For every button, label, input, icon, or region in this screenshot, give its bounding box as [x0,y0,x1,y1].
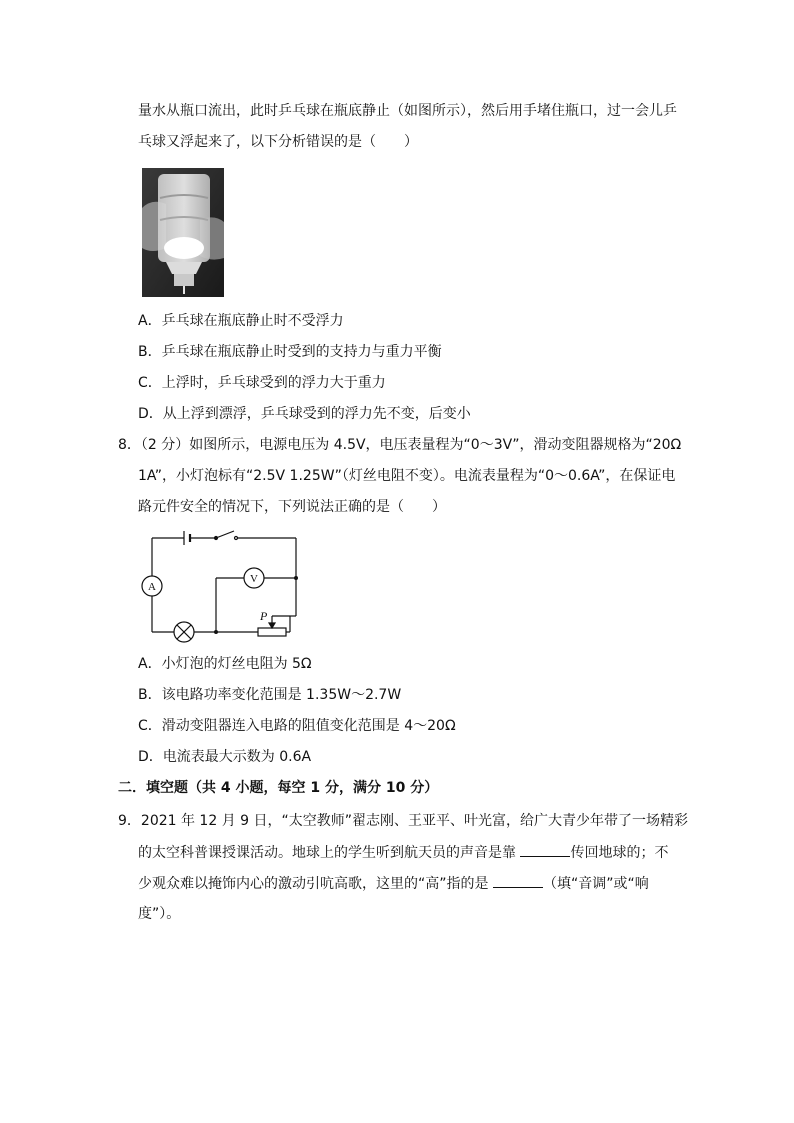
rheostat-arrow [269,623,275,628]
answer-blank-1[interactable] [520,842,570,857]
q8-option-d: D．电流表最大示数为 0.6A [138,749,312,765]
q8-stem-line-2: 1A”，小灯泡标有“2.5V 1.25W”（灯丝电阻不变）。电流表量程为“0～0.6A”，在保证电 [138,468,676,484]
q7-option-c: C．上浮时，乒乓球受到的浮力大于重力 [138,375,386,391]
voltmeter-label: V [250,573,258,585]
circuit-diagram [140,528,302,644]
switch-pivot [215,537,218,540]
q9-line2-text-a: 的太空科普课授课活动。地球上的学生听到航天员的声音是靠 [138,845,521,861]
q7-option-a: A．乒乓球在瓶底静止时不受浮力 [138,313,344,329]
q9-line3-text-b: （填“音调”或“响 [542,876,649,892]
slider-label: P [260,609,268,623]
answer-blank-2[interactable] [493,873,543,888]
q8-option-b: B．该电路功率变化范围是 1.35W～2.7W [138,687,402,703]
ammeter-label: A [148,581,156,593]
switch-blade [216,531,234,538]
q9-stem-line-4: 度”）。 [138,906,181,922]
bottle-photo [142,168,224,297]
q7-option-b: B．乒乓球在瓶底静止时受到的支持力与重力平衡 [138,344,442,360]
q8-stem-line-3: 路元件安全的情况下，下列说法正确的是（ ） [138,499,446,515]
q9-stem-line-2 [138,842,668,863]
q9-line3-text-a: 少观众难以掩饰内心的激动引吭高歌，这里的“高”指的是 [138,876,493,892]
junction-dot-left [214,630,218,634]
rheostat-body [258,628,286,636]
q9-stem-line-3 [138,873,649,894]
q8-stem-line-1: 8．（2 分）如图所示，电源电压为 4.5V，电压表量程为“0～3V”，滑动变阻器规格为“20Ω [118,437,682,453]
junction-dot-right [294,576,298,580]
q7-stem-line-1: 量水从瓶口流出，此时乒乓球在瓶底静止（如图所示），然后用手堵住瓶口，过一会儿乒 [138,103,677,119]
q9-stem-line-1: 9．2021 年 12 月 9 日，“太空教师”翟志刚、王亚平、叶光富，给广大青少年带了一场精彩 [118,813,689,829]
q9-line2-text-b: 传回地球的；不 [570,845,669,861]
q7-stem-line-2: 乓球又浮起来了，以下分析错误的是（ ） [138,134,418,150]
q7-option-d: D．从上浮到漂浮，乒乓球受到的浮力先不变，后变小 [138,406,471,422]
q8-option-c: C．滑动变阻器连入电路的阻值变化范围是 4～20Ω [138,718,456,734]
q8-option-a: A．小灯泡的灯丝电阻为 5Ω [138,656,312,672]
section-heading: 二．填空题（共 4 小题，每空 1 分，满分 10 分） [118,780,439,796]
